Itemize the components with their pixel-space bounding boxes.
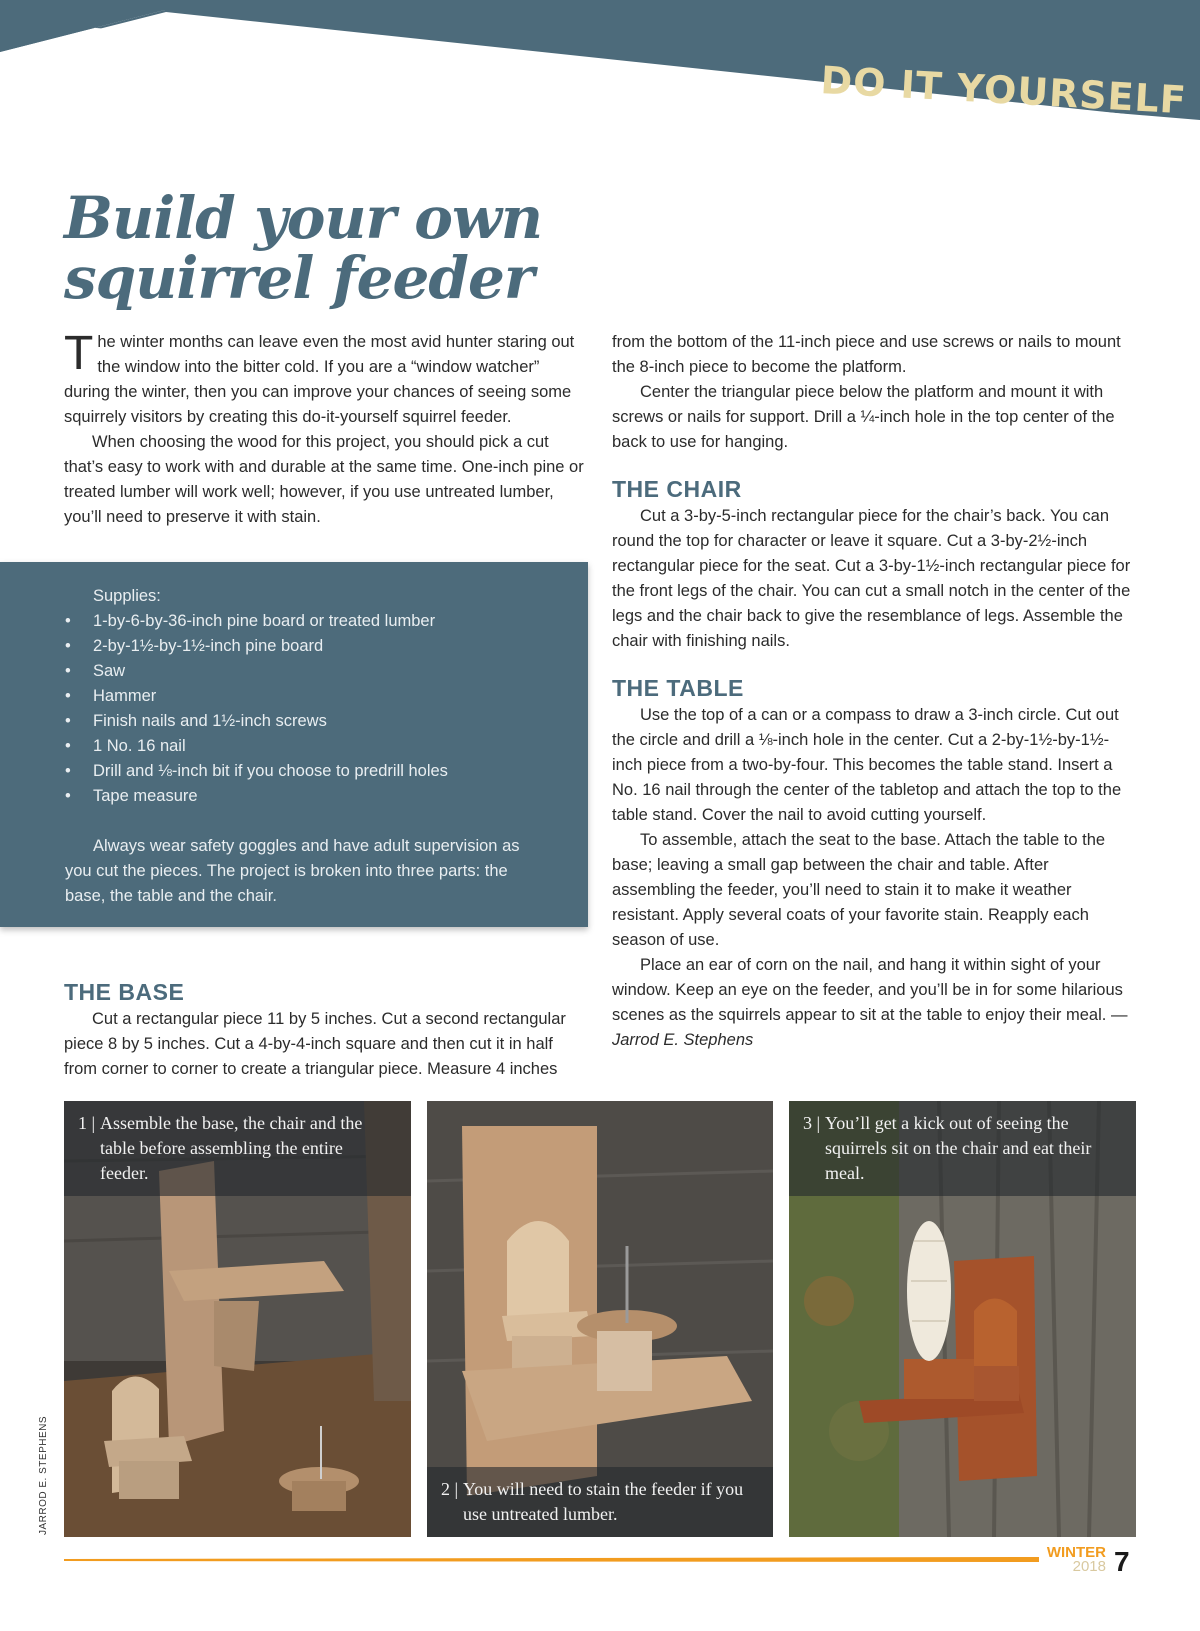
issue-year: 2018 (1072, 1558, 1106, 1575)
intro-paragraph-2: When choosing the wood for this project, you should pick a cut that’s easy to work with and durable at the same time. One-inch pine or treated lumber will work well; however, if you use untreated lumber, you’ll need to preserve it with stain. (64, 433, 584, 526)
table-text-1: Use the top of a can or a compass to draw a 3-inch circle. Cut out the circle and drill a ⅛-inch hole in the center. Cut a 2-by-1½-by-1½-inch piece from a two-by-four. This becomes the table stand. Insert a No. 16 nail through the center of the tabletop and attach the top to the table stand. Cover the nail to avoid cutting yourself. (612, 706, 1122, 824)
list-item: • Tape measure (65, 784, 565, 809)
caption-text: Assemble the base, the chair and the table before assembling the entire feeder. (100, 1113, 363, 1183)
intro-column (64, 327, 588, 530)
caption-number: 2 | (441, 1479, 459, 1499)
supplies-label: Supplies: (93, 587, 161, 605)
issue-season (1040, 1546, 1106, 1574)
caption-number: 1 | (78, 1113, 96, 1133)
photo-3-caption (789, 1101, 1136, 1196)
caption-text: You will need to stain the feeder if you use untreated lumber. (463, 1479, 744, 1524)
photo-3 (789, 1101, 1136, 1537)
article-title (64, 184, 543, 312)
section-label: DO IT YOURSELF (819, 58, 1188, 123)
chair-heading: THE CHAIR (612, 476, 742, 502)
list-item: • Drill and ⅛-inch bit if you choose to predrill holes (65, 759, 565, 784)
footer-rule (64, 1556, 1039, 1564)
photo-2-caption (427, 1467, 773, 1537)
table-text-2: To assemble, attach the seat to the base. Attach the table to the base; leaving a small gap between the chair and table. After assembling the feeder, you’ll need to stain it to make it weather resistant. Apply several coats of your favorite stain. Reapply each season of use. (612, 831, 1106, 949)
list-item: • Saw (65, 659, 565, 684)
chair-text: Cut a 3-by-5-inch rectangular piece for the chair’s back. You can round the top for character or leave it square. Cut a 3-by-2½-inch rectangular piece for the seat. Cut a 3-by-1½-inch rectangular piece for the front legs of the chair. You can cut a small notch in the center of the legs and the chair back to give the resemblance of legs. Assemble the chair with finishing nails. (612, 507, 1131, 650)
photo-credit: JARROD E. STEPHENS (38, 1415, 49, 1535)
supplies-box (0, 562, 588, 927)
caption-text: You’ll get a kick out of seeing the squirrels sit on the chair and eat their meal. (825, 1113, 1092, 1183)
right-column (612, 330, 1136, 1053)
photo-1 (64, 1101, 411, 1537)
base-continued: from the bottom of the 11-inch piece and use screws or nails to mount the 8-inch piece to become the platform. (612, 333, 1121, 376)
table-heading: THE TABLE (612, 675, 744, 701)
supplies-list (65, 609, 565, 809)
caption-number: 3 | (803, 1113, 821, 1133)
page-number: 7 (1114, 1546, 1130, 1577)
base-heading: THE BASE (64, 979, 185, 1005)
table-text-3: Place an ear of corn on the nail, and hang it within sight of your window. Keep an eye on the feeder, and you’ll be in for some hilarious scenes as the squirrels appear to sit at the table to enjoy their meal. — Jarrod E. Stephens (612, 956, 1128, 1049)
list-item: • Finish nails and 1½-inch screws (65, 709, 565, 734)
base-section (64, 977, 588, 1082)
author-name: Jarrod E. Stephens (612, 1031, 754, 1049)
supplies-content (65, 584, 565, 926)
base-text: Cut a rectangular piece 11 by 5 inches. Cut a second rectangular piece 8 by 5 inches. Cut a 4-by-4-inch square and then cut it in half from corner to corner to create a triangular piece. Measure 4 inches (64, 1010, 566, 1078)
safety-note: Always wear safety goggles and have adult supervision as you cut the pieces. The project is broken into three parts: the base, the table and the chair. (65, 837, 520, 905)
list-item: • 2-by-1½-by-1½-inch pine board (65, 634, 565, 659)
intro-paragraph-1: The winter months can leave even the most avid hunter staring out the window into the bitter cold. If you are a “window watcher” during the winter, then you can improve your chances of seeing some squirrely visitors by creating this do-it-yourself squirrel feeder. (64, 327, 575, 426)
title-line-1: Build your own (64, 184, 543, 252)
list-item: • 1 No. 16 nail (65, 734, 565, 759)
list-item: • Hammer (65, 684, 565, 709)
season-label: WINTER (1046, 1544, 1106, 1561)
photo-2 (427, 1101, 773, 1537)
base-support-text: Center the triangular piece below the platform and mount it with screws or nails for support. Drill a ¼-inch hole in the top center of the back to use for hanging. (612, 383, 1115, 451)
drop-cap: T (64, 327, 94, 380)
list-item: • 1-by-6-by-36-inch pine board or treated lumber (65, 609, 565, 634)
photo-1-caption (64, 1101, 411, 1196)
title-line-2: squirrel feeder (64, 244, 534, 312)
